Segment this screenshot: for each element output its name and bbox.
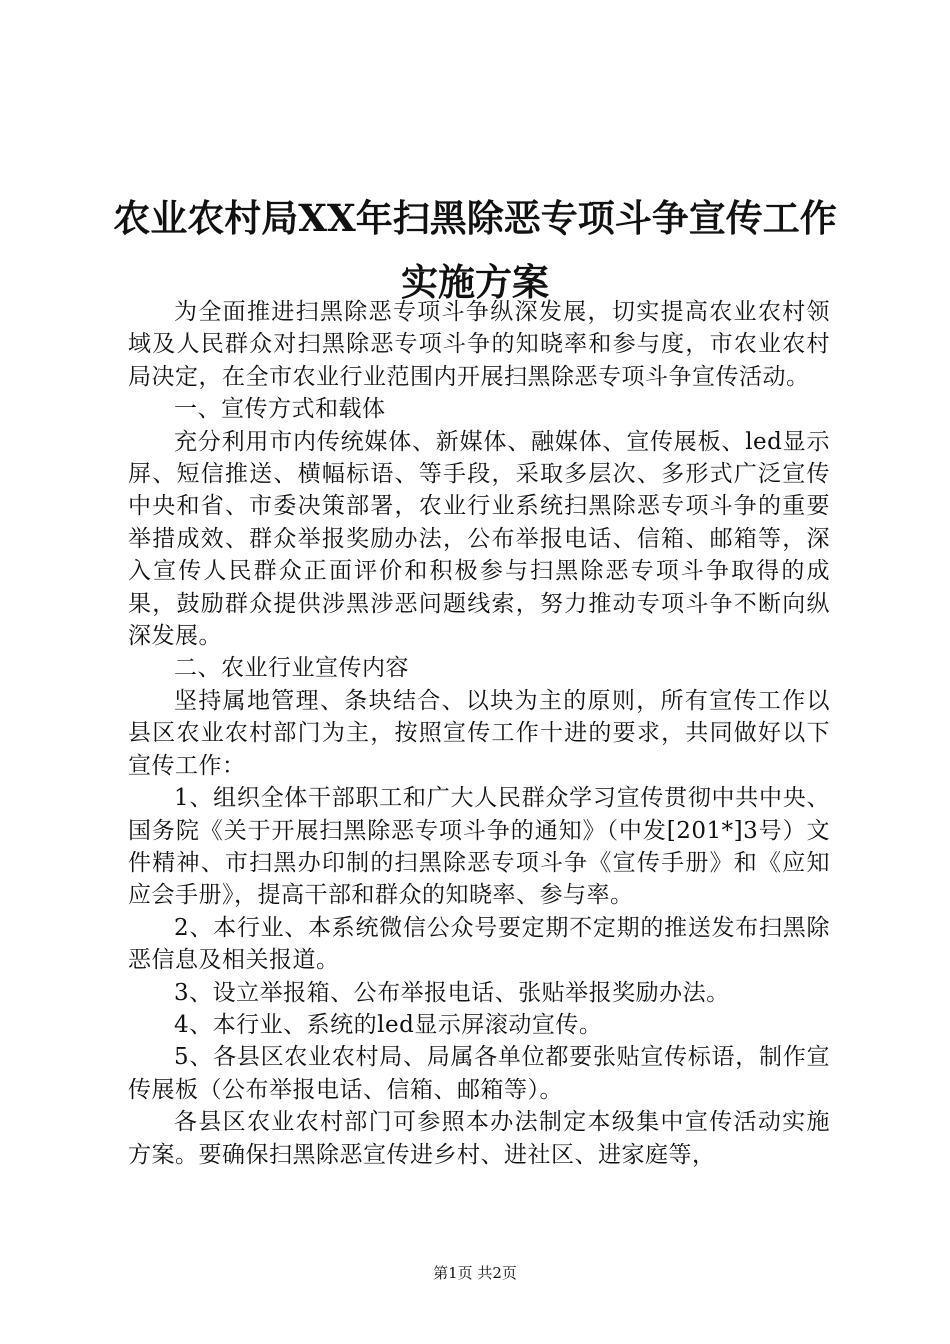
paragraph-methods: 充分利用市内传统媒体、新媒体、融媒体、宣传展板、led显示屏、短信推送、横幅标语、等手段，采取多层次、多形式广泛宣传中央和省、市委决策部署，农业行业系统扫黑除恶专项斗争的重要举措成效、群众举报奖励办法，公布举报电话、信箱、邮箱等，深入宣传人民群众正面评价和积极参与扫黑除恶专项斗争取得的成果，鼓励群众提供涉黑涉恶问题线索，努力推动专项斗争不断向纵深发展。	[128, 428, 830, 650]
title-line-1: 农业农村局XX年扫黑除恶专项斗争宣传工作	[113, 196, 837, 240]
list-item-4: 4、本行业、系统的led显示屏滚动宣传。	[174, 1011, 603, 1038]
document-body	[128, 296, 830, 1171]
list-item-5: 5、各县区农业农村局、局属各单位都要张贴宣传标语，制作宣传展板（公布举报电话、信箱、邮箱等）。	[128, 1044, 830, 1103]
list-item-2: 2、本行业、本系统微信公众号要定期不定期的推送发布扫黑除恶信息及相关报道。	[128, 914, 830, 974]
document-title	[110, 186, 840, 314]
list-item-3: 3、设立举报箱、公布举报电话、张贴举报奖励办法。	[174, 979, 730, 1006]
paragraph-intro: 为全面推进扫黑除恶专项斗争纵深发展，切实提高农业农村领域及人民群众对扫黑除恶专项斗争的知晓率和参与度，市农业农村局决定，在全市农业行业范围内开展扫黑除恶专项斗争宣传活动。	[128, 299, 830, 390]
paragraph-closing: 各县区农业农村部门可参照本办法制定本级集中宣传活动实施方案。要确保扫黑除恶宣传进乡村、进社区、进家庭等，	[128, 1109, 830, 1168]
title-line-2: 实施方案	[401, 260, 549, 304]
paragraph-principles: 坚持属地管理、条块结合、以块为主的原则，所有宣传工作以县区农业农村部门为主，按照宣传工作十进的要求，共同做好以下宣传工作：	[128, 687, 830, 779]
list-item-1: 1、组织全体干部职工和广大人民群众学习宣传贯彻中共中央、国务院《关于开展扫黑除恶专项斗争的通知》（中发[201*]3号）文件精神、市扫黑办印制的扫黑除恶专项斗争《宣传手册》和《应知应会手册》，提高干部和群众的知晓率、参与率。	[128, 785, 830, 909]
section-heading-1: 一、宣传方式和载体	[174, 396, 386, 423]
page-footer: 第1页 共2页	[433, 1264, 517, 1282]
section-heading-2: 二、农业行业宣传内容	[174, 655, 409, 682]
